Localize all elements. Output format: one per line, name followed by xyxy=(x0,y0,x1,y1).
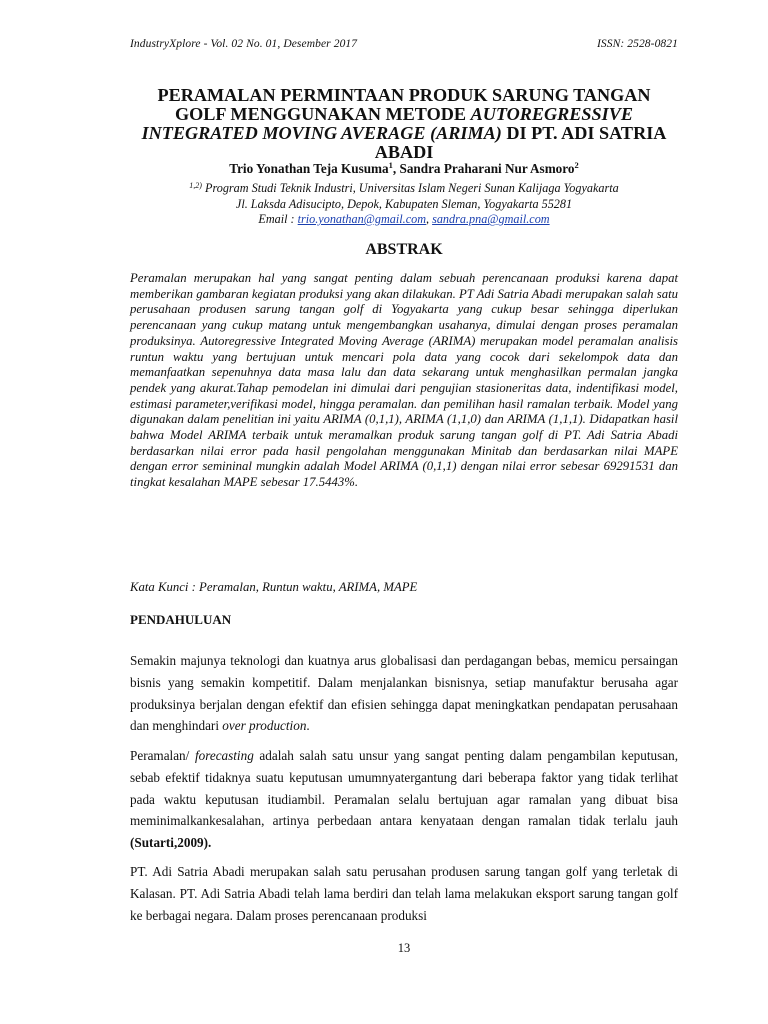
intro-p1-end: . xyxy=(306,718,310,734)
author-2: Sandra Praharani Nur Asmoro xyxy=(399,161,575,176)
intro-paragraph-1 xyxy=(130,650,678,737)
intro-paragraph-3: PT. Adi Satria Abadi merupakan salah satu perusahan produsen sarung tangan golf yang terletak di Kalasan. PT. Adi Satria Abadi telah lama berdiri dan telah lama melakukan eksport sarung tangan golf ke berbagai negara. Dalam proses perencanaan produksi xyxy=(130,864,678,923)
email-separator: , xyxy=(426,212,433,227)
intro-p2-text: adalah salah satu unsur yang sangat penting dalam pengambilan keputusan, sebab efektif tidaknya suatu keputusan umumnyatergantung dari beberapa faktor yang tidak terlihat pada waktu keputusan itudiambil. Peramalan selalu bertujuan agar ramalan yang dibuat bisa meminimalkankesalahan, artinya perbedaan antara kenyataan dengan ramalan tidak terlalu jauh xyxy=(130,748,678,829)
author-2-affiliation-mark: 2 xyxy=(574,160,579,170)
abstract-heading: ABSTRAK xyxy=(365,241,443,258)
keywords: Kata Kunci : Peramalan, Runtun waktu, ARIMA, MAPE xyxy=(130,580,418,594)
paper-page xyxy=(130,0,678,1024)
affiliation-block xyxy=(130,178,678,228)
introduction-heading: PENDAHULUAN xyxy=(130,612,232,627)
affiliation-program-line xyxy=(130,178,678,197)
intro-p1-italic: over production xyxy=(222,718,307,734)
author-list xyxy=(130,160,678,177)
affiliation-mark: 1,2) xyxy=(189,181,202,190)
affiliation-program: Program Studi Teknik Industri, Universitas Islam Negeri Sunan Kalijaga Yogyakarta xyxy=(201,181,619,195)
intro-p2-start: Peramalan/ xyxy=(130,748,195,763)
intro-paragraph-2 xyxy=(130,745,678,854)
affiliation-address: Jl. Laksda Adisucipto, Depok, Kabupaten Sleman, Yogyakarta 55281 xyxy=(235,196,573,211)
email-link-2[interactable]: sandra.pna@gmail.com xyxy=(432,212,550,227)
email-line xyxy=(130,212,678,228)
email-link-1[interactable]: trio.yonathan@gmail.com xyxy=(297,212,426,227)
abstract-text: Peramalan merupakan hal yang sangat penting dalam sebuah perencanaan produksi karena dapat memberikan gambaran kegiatan produksi yang akan dilakukan. PT Adi Satria Abadi merupakan salah satu perusahaan produsen sarung tangan golf di Yogyakarta yang cukup besar sehingga diperlukan perencanaan yang cukup matang untuk mengembangkan usahanya, dimulai dengan proses peramalan produksinya. Autoregressive Integrated Moving Average (ARIMA) merupakan model peramalan analisis runtun waktu yang bertujuan untuk mencari pola data yang cocok dari sekelompok data dan memanfaatkan sepenuhnya data masa lalu dan data sekarang untuk menghasilkan permalan jangka pendek yang akurat.Tahap pemodelan ini dimulai dari pengujian stasioneritas data, indentifikasi model, estimasi parameter,verifikasi model, hingga peramalan. dan pemilihan hasil ramalan terbaik. Model yang digunakan dalam penelitian ini yaitu ARIMA (0,1,1), ARIMA (1,1,0) dan ARIMA (1,1,1). Didapatkan hasil bahwa Model ARIMA terbaik untuk meramalkan produk sarung tangan golf di PT. Adi Satria Abadi berdasarkan nilai error pada hasil pengolahan menggunakan Minitab dan berdasarkan nilai MAPE dengan error semininal mungkin adalah Model ARIMA (0,1,1) dengan nilai error sebesar 69291531 dan tingkat kesalahan MAPE sebesar 17.5443%. xyxy=(130,271,678,490)
title-part-1: PERAMALAN PERMINTAAN PRODUK SARUNG TANGAN GOLF MENGGUNAKAN METODE xyxy=(157,85,651,124)
title-part-3: DI PT. ADI SATRIA ABADI xyxy=(374,123,667,162)
journal-info: IndustryXplore - Vol. 02 No. 01, Desember 2017 xyxy=(130,38,358,50)
page-number: 13 xyxy=(397,941,411,955)
issn-label: ISSN: 2528-0821 xyxy=(596,38,678,50)
title-part-2-italic: AUTOREGRESSIVE INTEGRATED MOVING AVERAGE (ARIMA) xyxy=(141,104,633,143)
email-label: Email : xyxy=(258,212,298,227)
paper-title xyxy=(130,86,678,162)
author-separator: , xyxy=(392,161,400,176)
intro-p2-citation: (Sutarti,2009). xyxy=(130,835,212,851)
intro-p1-text: Semakin majunya teknologi dan kuatnya arus globalisasi dan perdagangan bebas, memicu persaingan bisnis yang semakin kompetitif. Dalam menjalankan bisnisnya, setiap manufaktur berusaha agar produksinya berjalan dengan efektif dan efisien sehingga dapat meningkatkan pendapatan perusahaan dan menghindari xyxy=(130,653,678,734)
author-1: Trio Yonathan Teja Kusuma xyxy=(229,161,389,176)
author-1-affiliation-mark: 1 xyxy=(388,160,393,170)
intro-p2-italic: forecasting xyxy=(194,748,254,763)
